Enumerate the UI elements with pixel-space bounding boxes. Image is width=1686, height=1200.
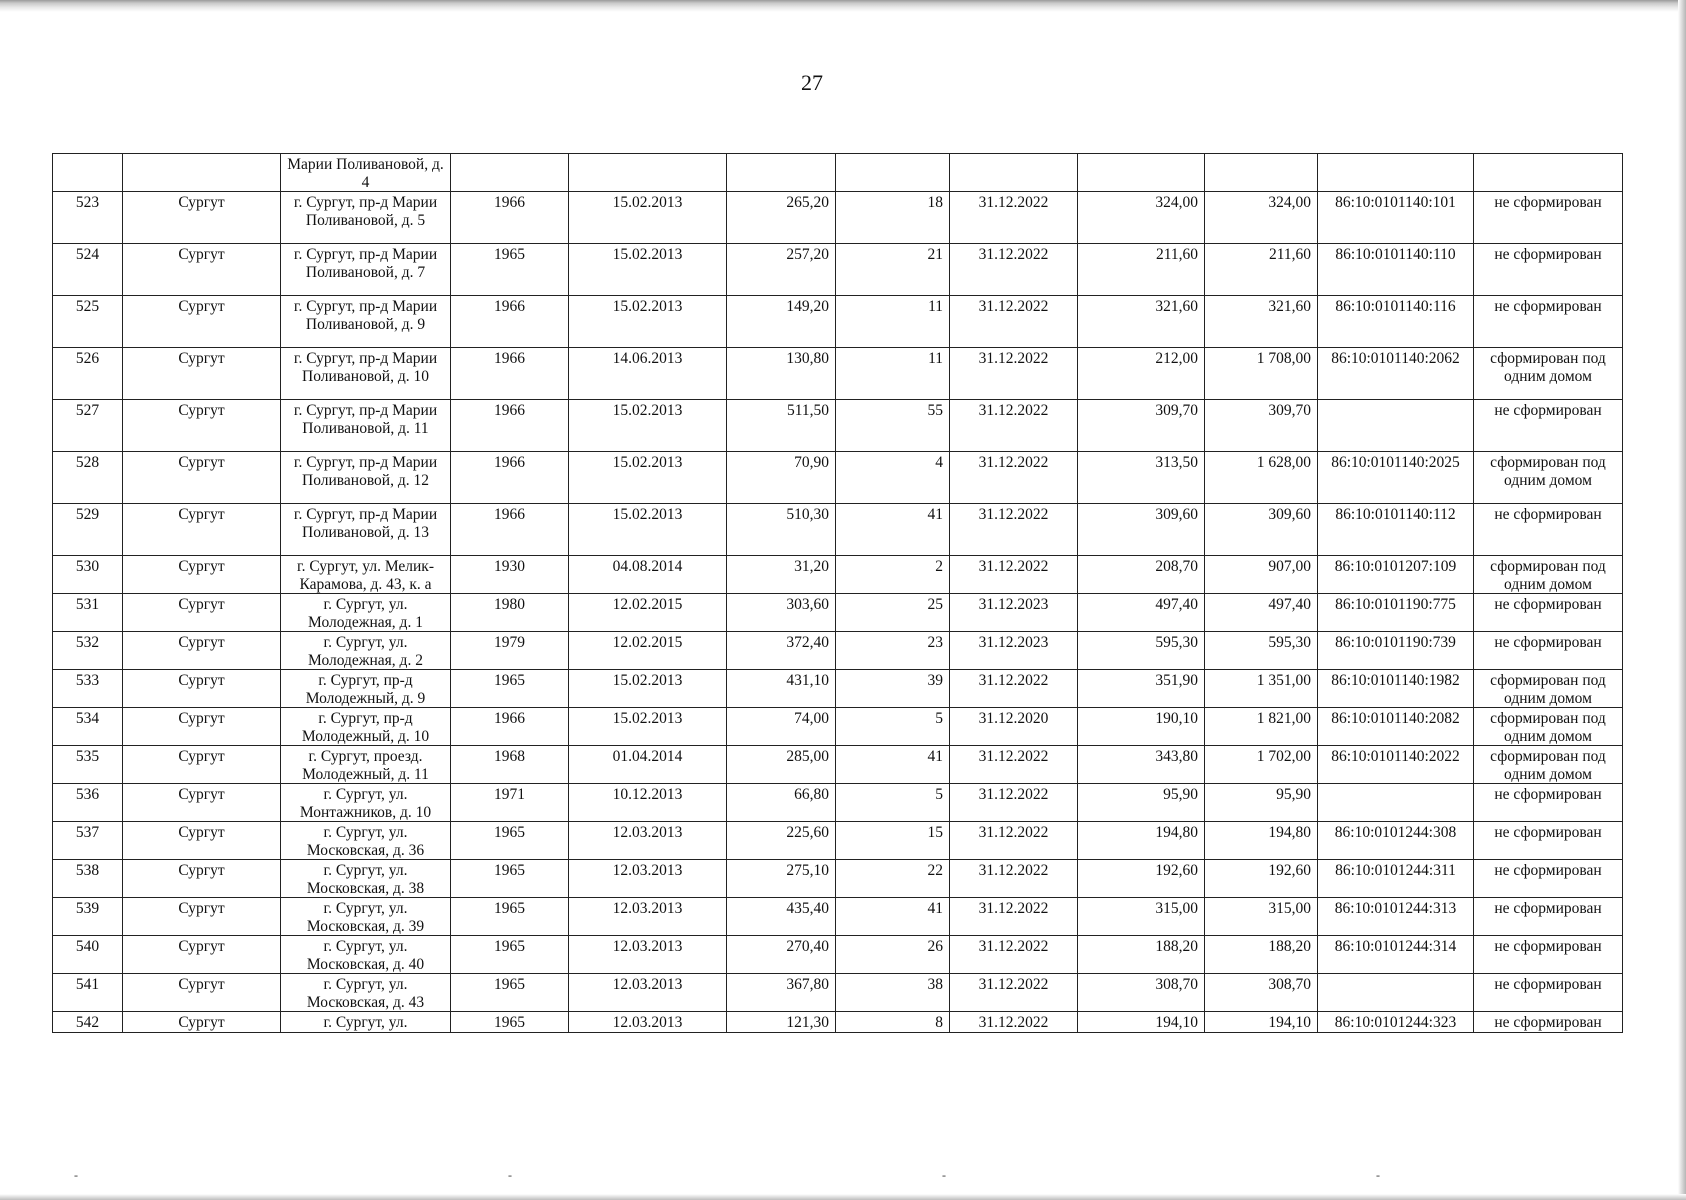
deadline-date-cell: 31.12.2023 [950,594,1078,632]
city-cell: Сургут [123,244,281,296]
cadastral-number-cell: 86:10:0101140:110 [1318,244,1474,296]
table-row [53,244,1623,296]
table-row [53,898,1623,936]
land-status-cell: не сформирован [1474,936,1623,974]
address-cell: г. Сургут, ул. Московская, д. 39 [281,898,451,936]
row-number-cell: 526 [53,348,123,400]
row-number-cell: 535 [53,746,123,784]
inclusion-date-cell: 01.04.2014 [569,746,727,784]
table-row [53,936,1623,974]
total-area-cell: 1 821,00 [1205,708,1318,746]
build-year-cell: 1979 [451,632,569,670]
inclusion-date-cell: 12.03.2013 [569,898,727,936]
row-number-cell: 537 [53,822,123,860]
area-cell: 130,80 [727,348,836,400]
residents-count-cell: 21 [836,244,950,296]
total-area-cell: 1 628,00 [1205,452,1318,504]
land-status-cell: сформирован под одним домом [1474,452,1623,504]
area-cell: 275,10 [727,860,836,898]
total-area-cell: 194,80 [1205,822,1318,860]
total-area-cell: 595,30 [1205,632,1318,670]
area-cell: 121,30 [727,1012,836,1033]
residents-count-cell: 41 [836,746,950,784]
inclusion-date-cell: 12.02.2015 [569,632,727,670]
row-number-cell: 532 [53,632,123,670]
address-cell: г. Сургут, пр-д Марии Поливановой, д. 9 [281,296,451,348]
city-cell: Сургут [123,898,281,936]
residents-count-cell: 18 [836,192,950,244]
land-area-cell [1078,154,1205,192]
land-area-cell: 309,60 [1078,504,1205,556]
cadastral-number-cell [1318,154,1474,192]
row-number-cell: 541 [53,974,123,1012]
inclusion-date-cell: 12.03.2013 [569,1012,727,1033]
inclusion-date-cell: 15.02.2013 [569,670,727,708]
table-row [53,400,1623,452]
land-status-cell: не сформирован [1474,784,1623,822]
land-area-cell: 595,30 [1078,632,1205,670]
scan-edge-bottom [0,1194,1686,1200]
cadastral-number-cell [1318,400,1474,452]
land-area-cell: 95,90 [1078,784,1205,822]
city-cell: Сургут [123,746,281,784]
city-cell: Сургут [123,822,281,860]
page-number: 27 [801,70,823,95]
build-year-cell: 1966 [451,348,569,400]
total-area-cell: 1 702,00 [1205,746,1318,784]
table-row [53,670,1623,708]
land-status-cell: сформирован под одним домом [1474,746,1623,784]
inclusion-date-cell: 15.02.2013 [569,452,727,504]
area-cell: 303,60 [727,594,836,632]
registry-table [52,153,1623,1033]
land-area-cell: 211,60 [1078,244,1205,296]
inclusion-date-cell: 04.08.2014 [569,556,727,594]
residents-count-cell: 41 [836,504,950,556]
cadastral-number-cell: 86:10:0101140:101 [1318,192,1474,244]
residents-count-cell: 11 [836,348,950,400]
land-status-cell: не сформирован [1474,400,1623,452]
residents-count-cell: 23 [836,632,950,670]
residents-count-cell: 41 [836,898,950,936]
residents-count-cell: 38 [836,974,950,1012]
table-row [53,974,1623,1012]
area-cell: 435,40 [727,898,836,936]
row-number-cell: 536 [53,784,123,822]
inclusion-date-cell: 10.12.2013 [569,784,727,822]
land-status-cell: не сформирован [1474,192,1623,244]
residents-count-cell: 2 [836,556,950,594]
land-area-cell: 308,70 [1078,974,1205,1012]
row-number-cell: 533 [53,670,123,708]
table-row [53,708,1623,746]
total-area-cell: 1 351,00 [1205,670,1318,708]
deadline-date-cell: 31.12.2022 [950,936,1078,974]
residents-count-cell: 39 [836,670,950,708]
land-area-cell: 190,10 [1078,708,1205,746]
deadline-date-cell: 31.12.2022 [950,556,1078,594]
build-year-cell: 1965 [451,1012,569,1033]
land-area-cell: 324,00 [1078,192,1205,244]
area-cell: 367,80 [727,974,836,1012]
address-cell: г. Сургут, проезд. Молодежный, д. 11 [281,746,451,784]
land-area-cell: 194,80 [1078,822,1205,860]
total-area-cell: 315,00 [1205,898,1318,936]
address-cell: г. Сургут, ул. Молодежная, д. 1 [281,594,451,632]
area-cell: 510,30 [727,504,836,556]
cadastral-number-cell: 86:10:0101244:313 [1318,898,1474,936]
land-status-cell: сформирован под одним домом [1474,670,1623,708]
residents-count-cell: 4 [836,452,950,504]
row-number-cell: 525 [53,296,123,348]
city-cell: Сургут [123,296,281,348]
residents-count-cell: 25 [836,594,950,632]
city-cell: Сургут [123,784,281,822]
build-year-cell: 1971 [451,784,569,822]
cadastral-number-cell: 86:10:0101140:116 [1318,296,1474,348]
deadline-date-cell: 31.12.2022 [950,1012,1078,1033]
deadline-date-cell: 31.12.2022 [950,452,1078,504]
total-area-cell: 194,10 [1205,1012,1318,1033]
build-year-cell: 1965 [451,974,569,1012]
city-cell: Сургут [123,192,281,244]
deadline-date-cell: 31.12.2020 [950,708,1078,746]
address-cell: г. Сургут, пр-д Марии Поливановой, д. 12 [281,452,451,504]
land-status-cell: не сформирован [1474,974,1623,1012]
land-status-cell: не сформирован [1474,504,1623,556]
address-cell: г. Сургут, пр-д Марии Поливановой, д. 10 [281,348,451,400]
table-row [53,154,1623,192]
address-cell: Марии Поливановой, д. 4 [281,154,451,192]
land-area-cell: 315,00 [1078,898,1205,936]
build-year-cell: 1965 [451,898,569,936]
row-number-cell: 523 [53,192,123,244]
total-area-cell [1205,154,1318,192]
total-area-cell: 188,20 [1205,936,1318,974]
land-area-cell: 208,70 [1078,556,1205,594]
cadastral-number-cell: 86:10:0101140:1982 [1318,670,1474,708]
land-status-cell: не сформирован [1474,860,1623,898]
build-year-cell: 1965 [451,936,569,974]
city-cell: Сургут [123,348,281,400]
total-area-cell: 497,40 [1205,594,1318,632]
city-cell: Сургут [123,452,281,504]
row-number-cell: 524 [53,244,123,296]
build-year-cell: 1965 [451,822,569,860]
deadline-date-cell: 31.12.2022 [950,822,1078,860]
area-cell: 74,00 [727,708,836,746]
area-cell: 149,20 [727,296,836,348]
residents-count-cell: 55 [836,400,950,452]
total-area-cell: 1 708,00 [1205,348,1318,400]
address-cell: г. Сургут, ул. Московская, д. 36 [281,822,451,860]
inclusion-date-cell: 15.02.2013 [569,192,727,244]
registry-table-body [53,154,1623,1033]
deadline-date-cell: 31.12.2022 [950,670,1078,708]
total-area-cell: 211,60 [1205,244,1318,296]
address-cell: г. Сургут, ул. Монтажников, д. 10 [281,784,451,822]
area-cell: 511,50 [727,400,836,452]
area-cell: 431,10 [727,670,836,708]
cadastral-number-cell: 86:10:0101244:311 [1318,860,1474,898]
address-cell: г. Сургут, пр-д Марии Поливановой, д. 13 [281,504,451,556]
residents-count-cell: 5 [836,708,950,746]
deadline-date-cell: 31.12.2022 [950,860,1078,898]
inclusion-date-cell: 12.03.2013 [569,822,727,860]
deadline-date-cell [950,154,1078,192]
row-number-cell: 534 [53,708,123,746]
cadastral-number-cell [1318,974,1474,1012]
build-year-cell: 1966 [451,400,569,452]
cadastral-number-cell: 86:10:0101244:308 [1318,822,1474,860]
land-area-cell: 313,50 [1078,452,1205,504]
land-status-cell: не сформирован [1474,822,1623,860]
inclusion-date-cell: 12.03.2013 [569,974,727,1012]
inclusion-date-cell: 15.02.2013 [569,296,727,348]
row-number-cell: 527 [53,400,123,452]
row-number-cell: 530 [53,556,123,594]
cadastral-number-cell: 86:10:0101140:2082 [1318,708,1474,746]
land-area-cell: 192,60 [1078,860,1205,898]
area-cell [727,154,836,192]
row-number-cell: 542 [53,1012,123,1033]
address-cell: г. Сургут, ул. Мелик-Карамова, д. 43, к. а [281,556,451,594]
build-year-cell: 1966 [451,296,569,348]
address-cell: г. Сургут, пр-д Молодежный, д. 9 [281,670,451,708]
address-cell: г. Сургут, ул. Московская, д. 43 [281,974,451,1012]
cadastral-number-cell: 86:10:0101140:2022 [1318,746,1474,784]
inclusion-date-cell: 12.03.2013 [569,860,727,898]
inclusion-date-cell: 14.06.2013 [569,348,727,400]
deadline-date-cell: 31.12.2023 [950,632,1078,670]
total-area-cell: 308,70 [1205,974,1318,1012]
row-number-cell: 538 [53,860,123,898]
area-cell: 225,60 [727,822,836,860]
land-area-cell: 212,00 [1078,348,1205,400]
address-cell: г. Сургут, ул. Московская, д. 40 [281,936,451,974]
deadline-date-cell: 31.12.2022 [950,400,1078,452]
land-status-cell: не сформирован [1474,594,1623,632]
total-area-cell: 309,60 [1205,504,1318,556]
inclusion-date-cell: 15.02.2013 [569,708,727,746]
total-area-cell: 321,60 [1205,296,1318,348]
build-year-cell: 1965 [451,244,569,296]
deadline-date-cell: 31.12.2022 [950,746,1078,784]
cadastral-number-cell: 86:10:0101244:323 [1318,1012,1474,1033]
land-status-cell: сформирован под одним домом [1474,708,1623,746]
residents-count-cell: 8 [836,1012,950,1033]
area-cell: 372,40 [727,632,836,670]
build-year-cell: 1965 [451,670,569,708]
total-area-cell: 192,60 [1205,860,1318,898]
table-row [53,632,1623,670]
land-area-cell: 343,80 [1078,746,1205,784]
table-row [53,192,1623,244]
row-number-cell: 539 [53,898,123,936]
build-year-cell: 1966 [451,192,569,244]
build-year-cell: 1965 [451,860,569,898]
table-row [53,348,1623,400]
deadline-date-cell: 31.12.2022 [950,296,1078,348]
row-number-cell: 528 [53,452,123,504]
deadline-date-cell: 31.12.2022 [950,974,1078,1012]
area-cell: 265,20 [727,192,836,244]
residents-count-cell: 11 [836,296,950,348]
footer-mark: - [74,1168,78,1182]
total-area-cell: 95,90 [1205,784,1318,822]
city-cell: Сургут [123,556,281,594]
land-status-cell: сформирован под одним домом [1474,348,1623,400]
area-cell: 70,90 [727,452,836,504]
land-status-cell: сформирован под одним домом [1474,556,1623,594]
land-status-cell: не сформирован [1474,632,1623,670]
inclusion-date-cell: 15.02.2013 [569,244,727,296]
residents-count-cell: 26 [836,936,950,974]
inclusion-date-cell [569,154,727,192]
cadastral-number-cell [1318,784,1474,822]
row-number-cell: 531 [53,594,123,632]
area-cell: 270,40 [727,936,836,974]
land-status-cell [1474,154,1623,192]
city-cell: Сургут [123,860,281,898]
cadastral-number-cell: 86:10:0101244:314 [1318,936,1474,974]
address-cell: г. Сургут, ул. Московская, д. 38 [281,860,451,898]
area-cell: 285,00 [727,746,836,784]
land-area-cell: 309,70 [1078,400,1205,452]
land-area-cell: 321,60 [1078,296,1205,348]
residents-count-cell: 22 [836,860,950,898]
build-year-cell: 1966 [451,504,569,556]
land-area-cell: 188,20 [1078,936,1205,974]
build-year-cell: 1980 [451,594,569,632]
residents-count-cell: 5 [836,784,950,822]
table-row [53,860,1623,898]
build-year-cell: 1930 [451,556,569,594]
scan-edge-top [0,0,1686,12]
build-year-cell: 1966 [451,452,569,504]
footer-mark: - [942,1168,946,1182]
city-cell: Сургут [123,936,281,974]
footer-mark: - [508,1168,512,1182]
cadastral-number-cell: 86:10:0101190:775 [1318,594,1474,632]
residents-count-cell [836,154,950,192]
deadline-date-cell: 31.12.2022 [950,192,1078,244]
cadastral-number-cell: 86:10:0101190:739 [1318,632,1474,670]
build-year-cell: 1966 [451,708,569,746]
row-number-cell: 540 [53,936,123,974]
cadastral-number-cell: 86:10:0101140:112 [1318,504,1474,556]
residents-count-cell: 15 [836,822,950,860]
city-cell: Сургут [123,400,281,452]
city-cell: Сургут [123,670,281,708]
address-cell: г. Сургут, ул. [281,1012,451,1033]
deadline-date-cell: 31.12.2022 [950,348,1078,400]
land-status-cell: не сформирован [1474,296,1623,348]
area-cell: 66,80 [727,784,836,822]
city-cell: Сургут [123,504,281,556]
inclusion-date-cell: 12.03.2013 [569,936,727,974]
cadastral-number-cell: 86:10:0101207:109 [1318,556,1474,594]
city-cell: Сургут [123,594,281,632]
address-cell: г. Сургут, пр-д Молодежный, д. 10 [281,708,451,746]
inclusion-date-cell: 15.02.2013 [569,504,727,556]
total-area-cell: 907,00 [1205,556,1318,594]
inclusion-date-cell: 15.02.2013 [569,400,727,452]
scan-edge-right [1678,0,1686,1200]
city-cell: Сургут [123,974,281,1012]
table-row [53,594,1623,632]
table-row [53,822,1623,860]
address-cell: г. Сургут, пр-д Марии Поливановой, д. 7 [281,244,451,296]
total-area-cell: 309,70 [1205,400,1318,452]
cadastral-number-cell: 86:10:0101140:2025 [1318,452,1474,504]
land-status-cell: не сформирован [1474,1012,1623,1033]
footer-mark: - [1376,1168,1380,1182]
city-cell: Сургут [123,708,281,746]
table-row [53,1012,1623,1033]
address-cell: г. Сургут, пр-д Марии Поливановой, д. 5 [281,192,451,244]
land-area-cell: 497,40 [1078,594,1205,632]
deadline-date-cell: 31.12.2022 [950,898,1078,936]
land-area-cell: 351,90 [1078,670,1205,708]
city-cell: Сургут [123,1012,281,1033]
table-row [53,784,1623,822]
table-row [53,746,1623,784]
table-row [53,556,1623,594]
inclusion-date-cell: 12.02.2015 [569,594,727,632]
address-cell: г. Сургут, пр-д Марии Поливановой, д. 11 [281,400,451,452]
deadline-date-cell: 31.12.2022 [950,784,1078,822]
address-cell: г. Сургут, ул. Молодежная, д. 2 [281,632,451,670]
land-area-cell: 194,10 [1078,1012,1205,1033]
area-cell: 31,20 [727,556,836,594]
table-row [53,296,1623,348]
build-year-cell [451,154,569,192]
city-cell [123,154,281,192]
deadline-date-cell: 31.12.2022 [950,504,1078,556]
table-row [53,452,1623,504]
area-cell: 257,20 [727,244,836,296]
row-number-cell [53,154,123,192]
cadastral-number-cell: 86:10:0101140:2062 [1318,348,1474,400]
row-number-cell: 529 [53,504,123,556]
build-year-cell: 1968 [451,746,569,784]
city-cell: Сургут [123,632,281,670]
deadline-date-cell: 31.12.2022 [950,244,1078,296]
total-area-cell: 324,00 [1205,192,1318,244]
land-status-cell: не сформирован [1474,898,1623,936]
table-row [53,504,1623,556]
land-status-cell: не сформирован [1474,244,1623,296]
